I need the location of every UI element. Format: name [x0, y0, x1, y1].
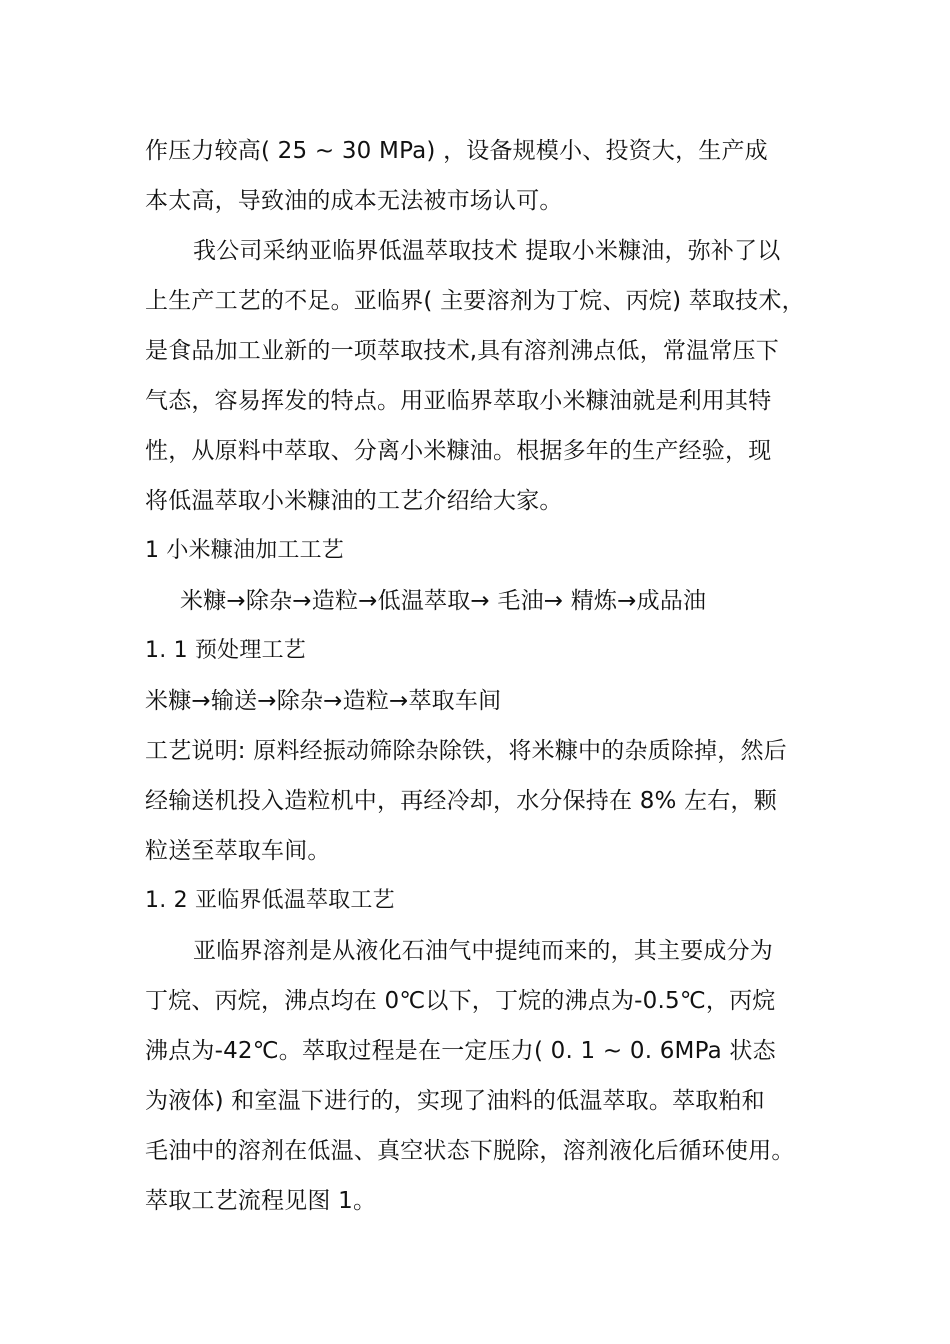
- subsection-heading: 1. 2 亚临界低温萃取工艺: [145, 888, 395, 913]
- paragraph-line: 经输送机投入造粒机中，再经冷却，水分保持在 8% 左右，颗: [145, 788, 777, 814]
- paragraph-line: 本太高，导致油的成本无法被市场认可。: [145, 188, 563, 214]
- paragraph-line: 作压力较高( 25 ~ 30 MPa) ，设备规模小、投资大，生产成: [145, 138, 768, 164]
- paragraph-line: 是食品加工业新的一项萃取技术,具有溶剂沸点低，常温常压下: [145, 338, 779, 364]
- paragraph-line: 为液体) 和室温下进行的，实现了油料的低温萃取。萃取粕和: [145, 1088, 765, 1114]
- paragraph-line: 工艺说明: 原料经振动筛除杂除铁，将米糠中的杂质除掉，然后: [145, 738, 787, 764]
- paragraph-line: 亚临界溶剂是从液化石油气中提纯而来的，其主要成分为: [193, 938, 773, 964]
- process-flow-line: 米糠→除杂→造粒→低温萃取→ 毛油→ 精炼→成品油: [180, 588, 707, 614]
- process-flow-line: 米糠→输送→除杂→造粒→萃取车间: [145, 688, 502, 714]
- paragraph-line: 我公司采纳亚临界低温萃取技术 提取小米糠油，弥补了以: [193, 238, 781, 264]
- paragraph-line: 萃取工艺流程见图 1。: [145, 1188, 377, 1214]
- paragraph-line: 气态，容易挥发的特点。用亚临界萃取小米糠油就是利用其特: [145, 388, 772, 414]
- paragraph-line: 粒送至萃取车间。: [145, 838, 331, 864]
- paragraph-line: 上生产工艺的不足。亚临界( 主要溶剂为丁烷、丙烷) 萃取技术，: [145, 288, 805, 314]
- paragraph-line: 性，从原料中萃取、分离小米糠油。根据多年的生产经验，现: [145, 438, 772, 464]
- subsection-heading: 1. 1 预处理工艺: [145, 638, 306, 663]
- paragraph-line: 沸点为-42℃。萃取过程是在一定压力( 0. 1 ~ 0. 6MPa 状态: [145, 1038, 776, 1064]
- section-heading: 1 小米糠油加工工艺: [145, 538, 344, 563]
- paragraph-line: 将低温萃取小米糠油的工艺介绍给大家。: [145, 488, 563, 514]
- paragraph-line: 丁烷、丙烷，沸点均在 0℃以下，丁烷的沸点为-0.5℃，丙烷: [145, 988, 776, 1014]
- paragraph-line: 毛油中的溶剂在低温、真空状态下脱除，溶剂液化后循环使用。: [145, 1138, 795, 1164]
